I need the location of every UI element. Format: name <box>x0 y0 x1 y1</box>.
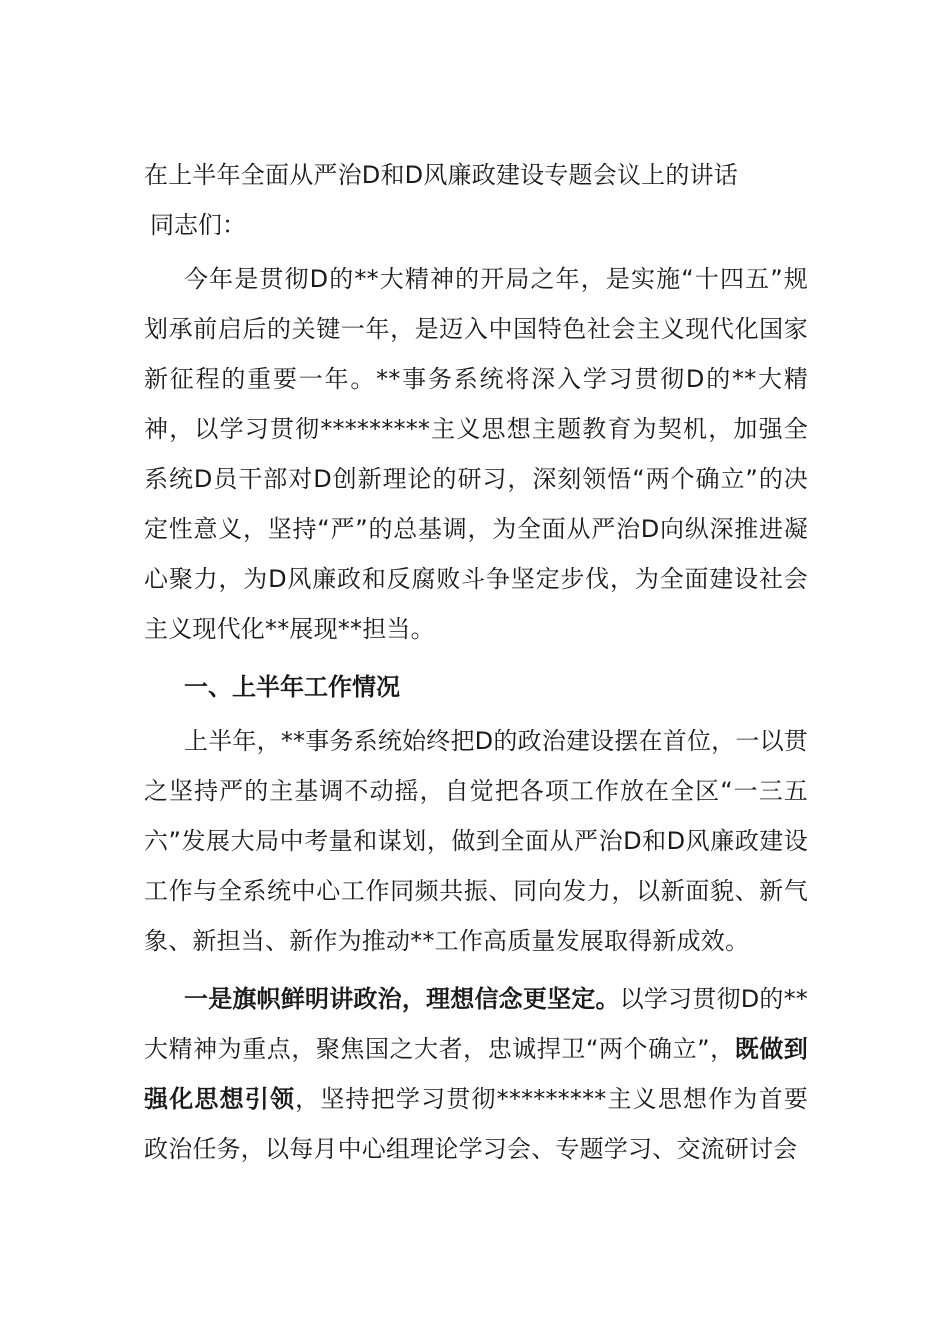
section-paragraph: 上半年，**事务系统始终把D的政治建设摆在首位，一以贯之坚持严的主基调不动摇，自觉把各项工作放在全区“一三五六”发展大局中考量和谋划，做到全面从严治D和D风廉政建设工作与全系统中心工作同频共振、同向发力，以新面貌、新气象、新担当、新作为推动**工作高质量发展取得新成效。 <box>144 727 808 955</box>
point-paragraph <box>144 974 808 1174</box>
point-bold-lead: 一是旗帜鲜明讲政治，理想信念更坚定。 <box>184 985 620 1013</box>
intro-paragraph: 今年是贯彻D的**大精神的开局之年，是实施“十四五”规划承前启后的关键一年，是迈入中国特色社会主义现代化国家新征程的重要一年。**事务系统将深入学习贯彻D的**大精神，以学习贯彻*********主义思想主题教育为契机，加强全系统D员干部对D创新理论的研习，深刻领悟“两个确立”的决定性意义，坚持“严”的总基调，为全面从严治D向纵深推进凝心聚力，为D风廉政和反腐败斗争坚定步伐，为全面建设社会主义现代化**展现**担当。 <box>144 265 808 643</box>
section-heading: 一、上半年工作情况 <box>184 673 400 701</box>
salutation: 同志们： <box>150 211 246 239</box>
point-bold-mid: 既做到强化思想引领 <box>144 1035 808 1113</box>
document-body <box>144 150 808 1174</box>
point-text-b: ，坚持把学习贯彻*********主义思想作为首要政治任务，以每月中心组理论学习会、专题学习、交流研讨会 <box>144 1085 809 1163</box>
document-title: 在上半年全面从严治D和D风廉政建设专题会议上的讲话 <box>144 161 738 189</box>
point-text-a: 以学习贯彻D的**大精神为重点，聚焦国之大者，忠诚捍卫“两个确立”， <box>144 985 808 1063</box>
